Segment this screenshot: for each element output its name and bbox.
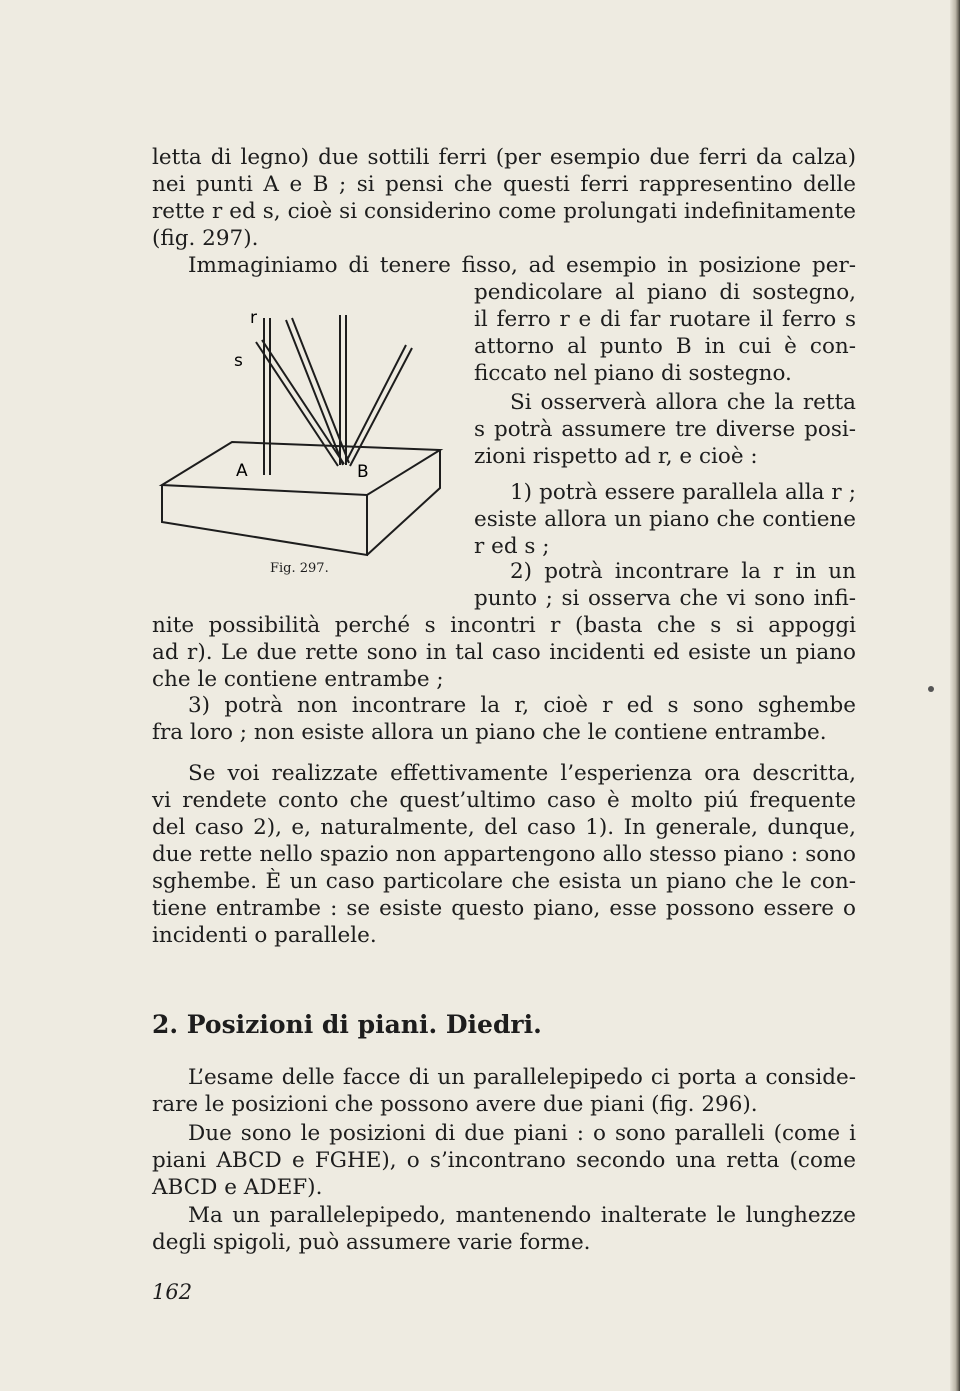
text-line: 2) potrà incontrare la r in un	[510, 559, 856, 584]
rod-r	[264, 318, 270, 475]
text-line: r ed s ;	[474, 534, 550, 559]
text-line: Due sono le posizioni di due piani : o sono paralleli (come i	[188, 1121, 856, 1146]
block-front-face	[162, 485, 367, 555]
label-s: s	[234, 351, 243, 371]
text-line: incidenti o parallele.	[152, 923, 377, 948]
page-number: 162	[152, 1280, 193, 1304]
text-line: punto ; si osserva che vi sono infi-	[474, 586, 856, 611]
block-side-face	[367, 450, 440, 555]
text-line: fra loro ; non esiste allora un piano che le contiene entrambe.	[152, 720, 827, 745]
text-line: zioni rispetto ad r, e cioè :	[474, 444, 758, 469]
section-heading: 2. Posizioni di piani. Diedri.	[152, 1010, 542, 1039]
label-r: r	[250, 308, 257, 328]
figure-caption: Fig. 297.	[270, 561, 329, 576]
text-line: vi rendete conto che quest’ultimo caso è molto piú frequente	[152, 788, 856, 813]
text-line: rette r ed s, cioè si considerino come prolungati indefinitamente	[152, 199, 856, 224]
text-line: due rette nello spazio non appartengono allo stesso piano : sono	[152, 842, 856, 867]
text-line: del caso 2), e, naturalmente, del caso 1). In generale, dunque,	[152, 815, 856, 840]
figure-297	[150, 300, 450, 590]
text-line: Ma un parallelepipedo, mantenendo inalterate le lunghezze	[188, 1203, 856, 1228]
text-line: tiene entrambe : se esiste questo piano, esse possono essere o	[152, 896, 856, 921]
text-line: il ferro r e di far ruotare il ferro s	[474, 307, 856, 332]
text-line: che le contiene entrambe ;	[152, 667, 444, 692]
text-line: ABCD e ADEF).	[152, 1175, 323, 1200]
text-line: pendicolare al piano di sostegno,	[474, 280, 856, 305]
text-line: L’esame delle facce di un parallelepipedo ci porta a conside-	[188, 1065, 856, 1090]
label-a: A	[236, 461, 248, 481]
text-line: Immaginiamo di tenere fisso, ad esempio in posizione per-	[188, 253, 856, 278]
text-line: piani ABCD e FGHE), o s’incontrano secondo una retta (come	[152, 1148, 856, 1173]
text-line: nei punti A e B ; si pensi che questi ferri rappresentino delle	[152, 172, 856, 197]
block-top-face	[162, 442, 440, 495]
text-line: degli spigoli, può assumere varie forme.	[152, 1230, 591, 1255]
text-line: attorno al punto B in cui è con-	[474, 334, 856, 359]
text-line: rare le posizioni che possono avere due piani (fig. 296).	[152, 1092, 758, 1117]
label-b: B	[357, 462, 369, 482]
text-line: ficcato nel piano di sostegno.	[474, 361, 792, 386]
text-line: 1) potrà essere parallela alla r ;	[510, 480, 856, 505]
text-line: (fig. 297).	[152, 226, 259, 251]
text-line: letta di legno) due sottili ferri (per esempio due ferri da calza)	[152, 145, 856, 170]
text-line: ad r). Le due rette sono in tal caso incidenti ed esiste un piano	[152, 640, 856, 665]
text-line: sghembe. È un caso particolare che esista un piano che le con-	[152, 869, 856, 894]
text-line: Si osserverà allora che la retta	[510, 390, 856, 415]
text-line: Se voi realizzate effettivamente l’esperienza ora descritta,	[188, 761, 856, 786]
text-line: 3) potrà non incontrare la r, cioè r ed s sono sghembe	[188, 693, 856, 718]
text-line: esiste allora un piano che contiene	[474, 507, 856, 532]
text-line: nite possibilità perché s incontri r (basta che s si appoggi	[152, 613, 856, 638]
text-line: s potrà assumere tre diverse posi-	[474, 417, 856, 442]
